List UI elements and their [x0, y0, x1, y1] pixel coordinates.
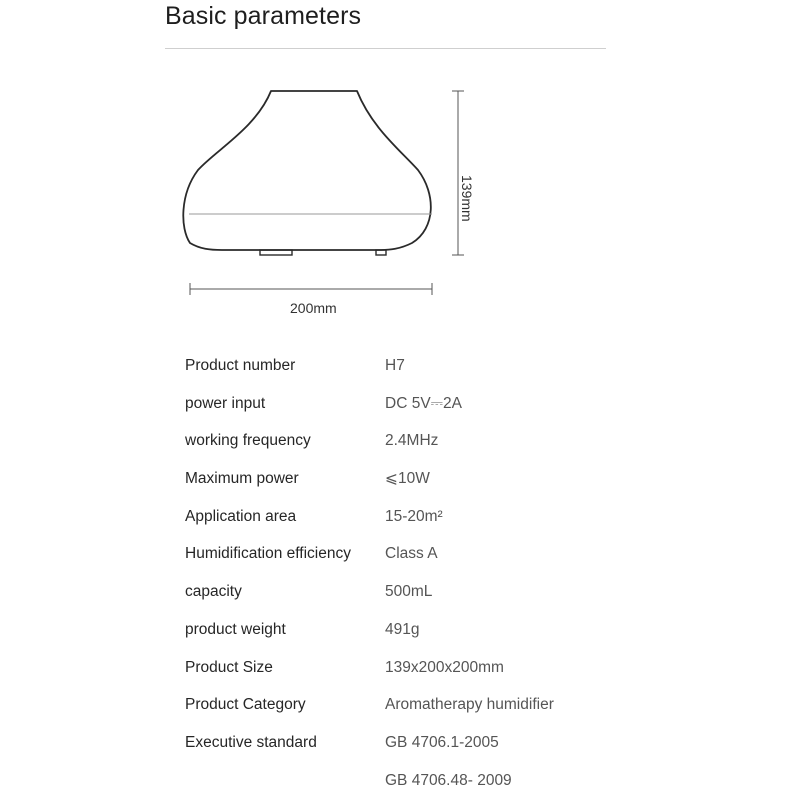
humidifier-body-outline	[183, 91, 431, 250]
spec-row	[185, 686, 605, 724]
spec-value: 491g	[385, 620, 420, 638]
spec-row	[185, 347, 605, 385]
spec-row	[185, 649, 605, 687]
spec-name: Application area	[185, 507, 297, 525]
spec-row	[185, 573, 605, 611]
spec-name: Product number	[185, 357, 296, 374]
spec-row	[185, 385, 605, 423]
spec-value: GB 4706.1-2005	[385, 733, 499, 751]
width-dimension-label: 200mm	[290, 300, 337, 316]
spec-value: ⩽10W	[385, 470, 430, 488]
page-title: Basic parameters	[165, 2, 362, 30]
spec-name: power input	[185, 394, 266, 412]
spec-name: Maximum power	[185, 470, 299, 488]
spec-value: GB 4706.48- 2009	[385, 771, 512, 789]
spec-name: Executive standard	[185, 733, 317, 751]
spec-row	[185, 460, 605, 498]
spec-table	[185, 347, 605, 799]
spec-value: H7	[385, 357, 405, 374]
spec-name: Product Category	[185, 696, 306, 714]
spec-value: 15-20m²	[385, 507, 443, 525]
spec-row	[185, 762, 605, 800]
spec-row	[185, 724, 605, 762]
spec-value: 139x200x200mm	[385, 658, 504, 676]
spec-row	[185, 498, 605, 536]
spec-value: Aromatherapy humidifier	[385, 696, 554, 714]
spec-value: 2.4MHz	[385, 432, 439, 450]
humidifier-dimension-drawing	[0, 0, 800, 330]
spec-row	[185, 422, 605, 460]
spec-name: Product Size	[185, 658, 273, 676]
spec-name: capacity	[185, 583, 242, 601]
height-dimension-label: 139mm	[459, 175, 475, 222]
spec-name: working frequency	[185, 432, 311, 450]
spec-row	[185, 535, 605, 573]
spec-name: product weight	[185, 620, 286, 638]
spec-value: DC 5V⎓2A	[385, 394, 462, 412]
spec-name: Humidification efficiency	[185, 545, 351, 563]
spec-value: 500mL	[385, 583, 433, 601]
spec-row	[185, 611, 605, 649]
spec-value: Class A	[385, 545, 438, 563]
